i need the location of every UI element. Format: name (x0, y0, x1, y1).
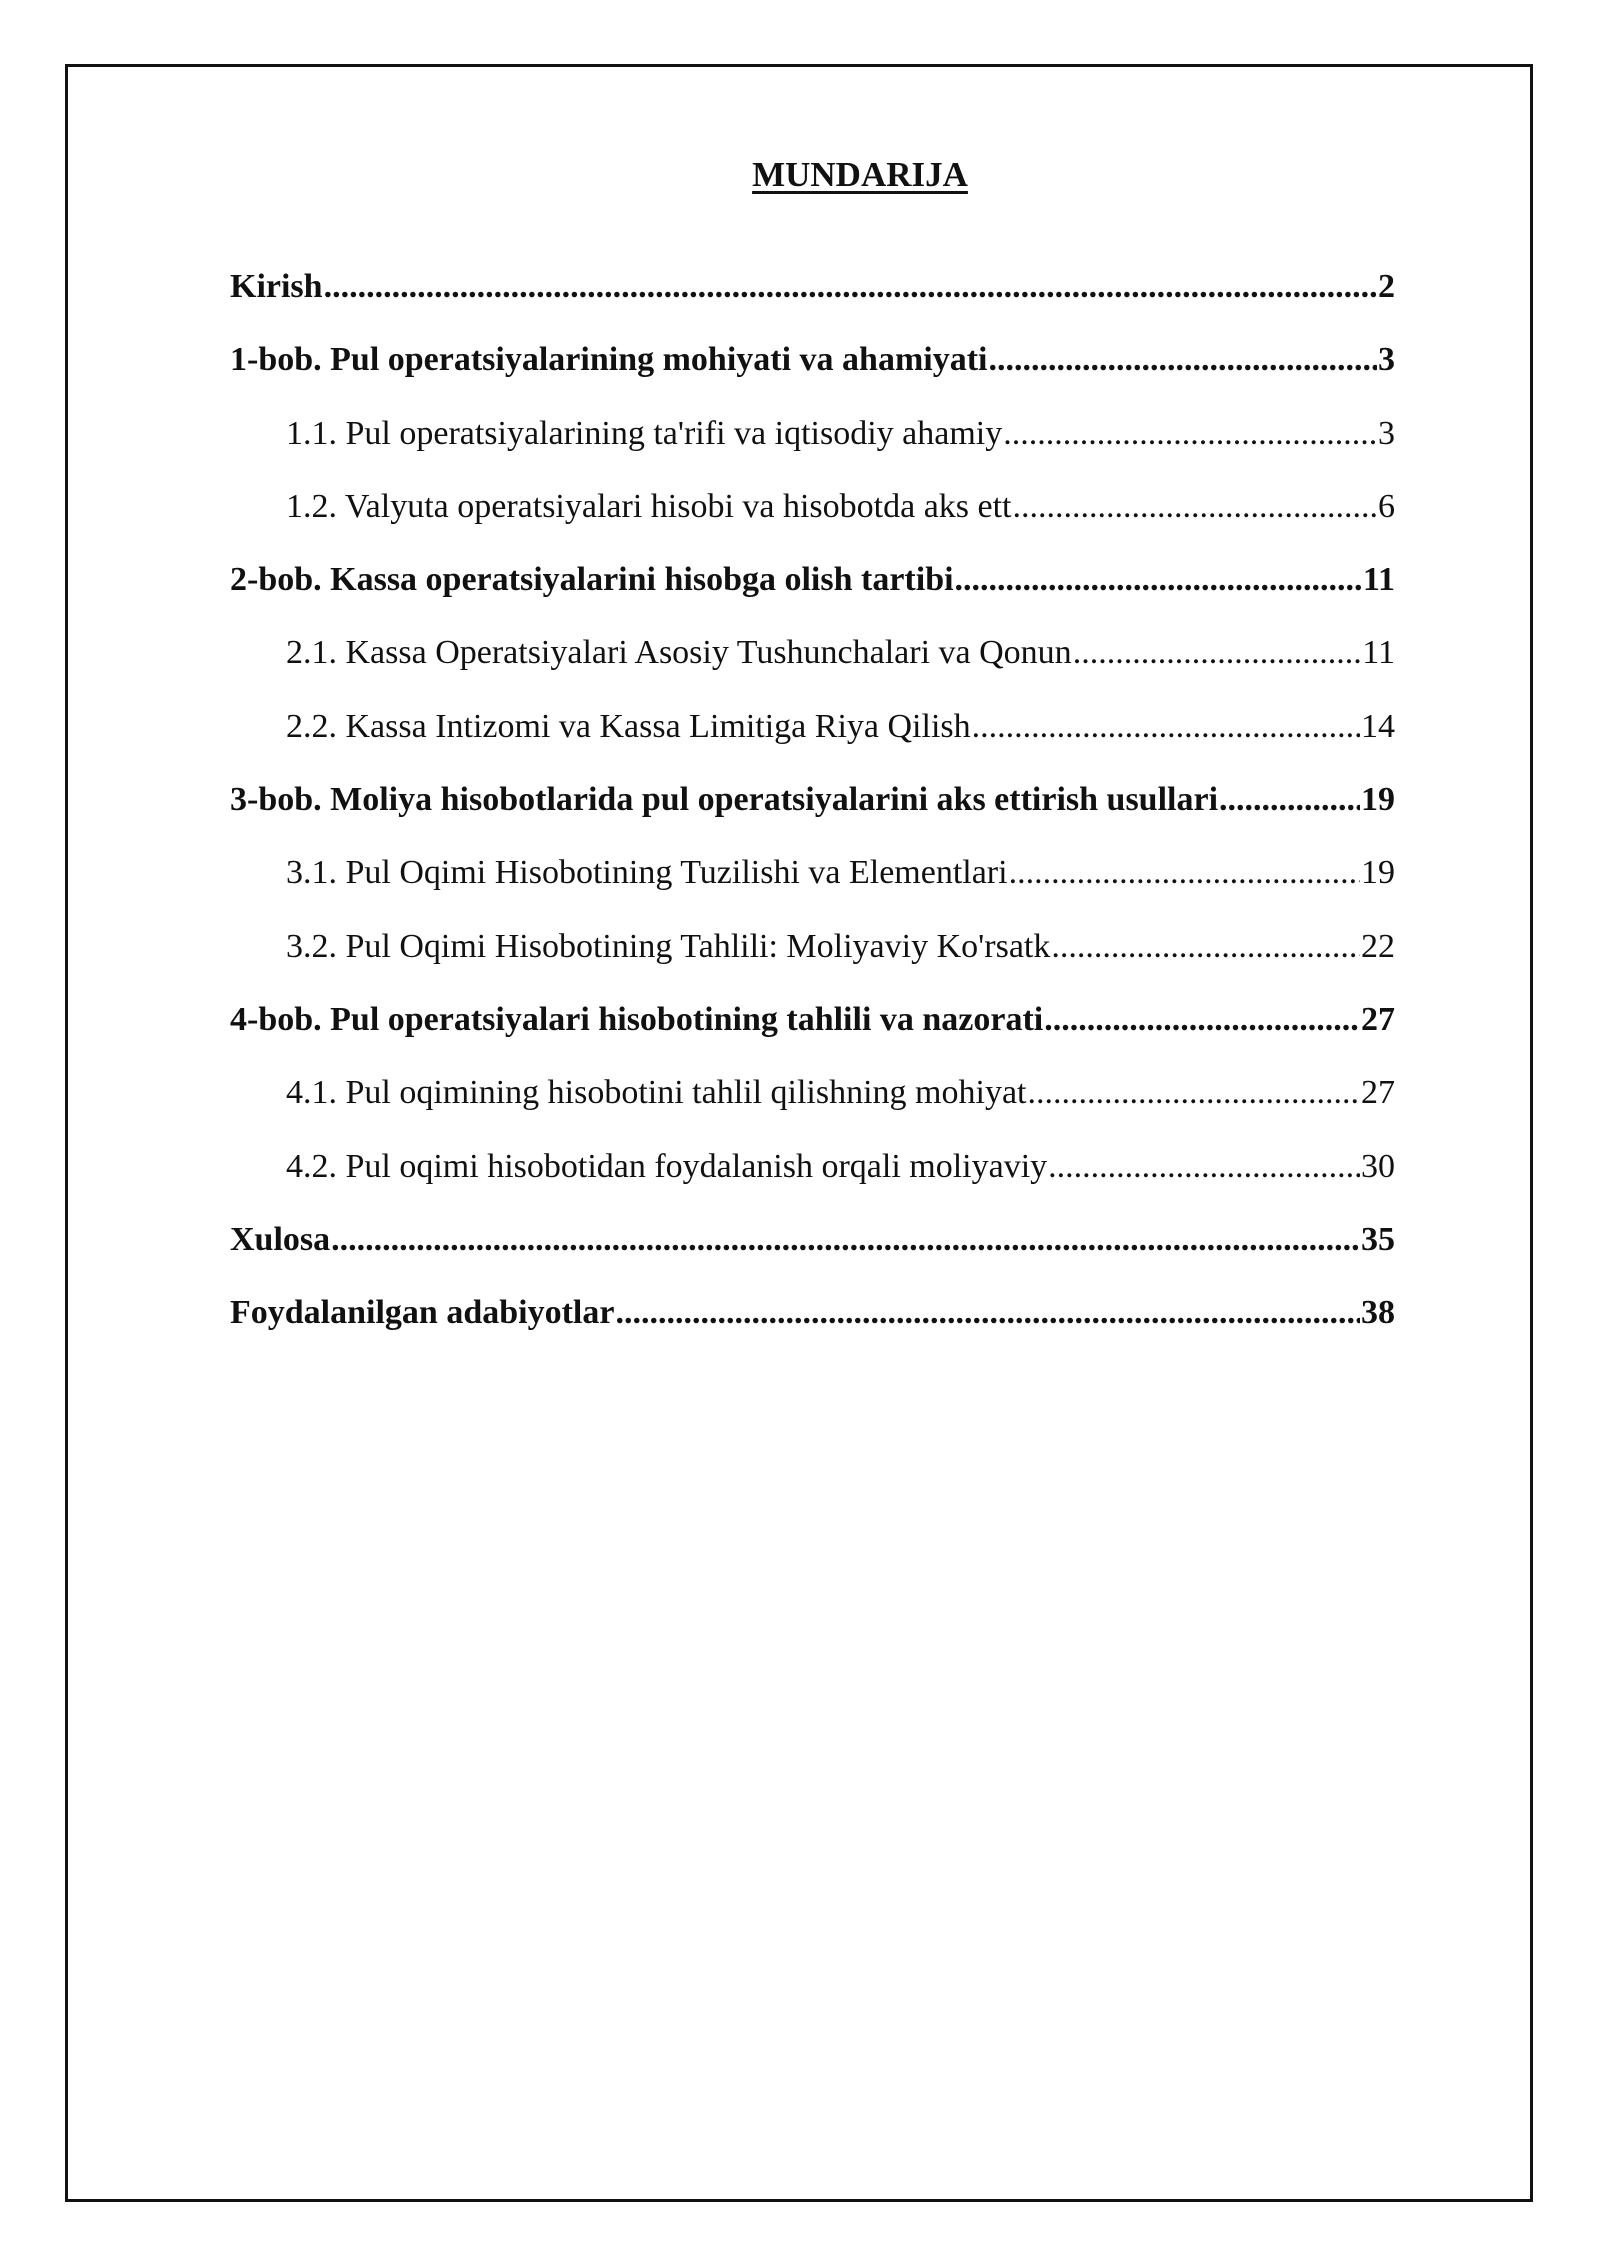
toc-dot-leader (1073, 634, 1362, 672)
toc-page-number: 27 (1361, 1074, 1395, 1112)
toc-entry-title: 3.1. Pul Oqimi Hisobotining Tuzilishi va Elementlari (286, 854, 1008, 892)
toc-dot-leader (972, 708, 1360, 746)
toc-entry-title: 1.1. Pul operatsiyalarining ta'rifi va iqtisodiy ahamiy (286, 414, 1003, 452)
toc-entry-title: 3.2. Pul Oqimi Hisobotining Tahlili: Moliyaviy Ko'rsatk (286, 927, 1051, 965)
toc-entry-title: 1.2. Valyuta operatsiyalari hisobi va hisobotda aks ett (286, 487, 1012, 525)
toc-dot-leader (989, 341, 1378, 379)
toc-section-entry[interactable] (230, 488, 1395, 561)
toc-page-number: 38 (1361, 1294, 1395, 1332)
toc-entry-title: 4.1. Pul oqimining hisobotini tahlil qilishning mohiyat (286, 1074, 1027, 1112)
toc-entry-title: Foydalanilgan adabiyotlar (230, 1294, 615, 1332)
document-title: MUNDARIJA (752, 155, 968, 194)
toc-page-number: 11 (1362, 561, 1395, 599)
toc-page-number: 19 (1361, 854, 1395, 892)
toc-dot-leader (955, 561, 1362, 599)
toc-page-number: 14 (1361, 707, 1395, 745)
toc-section-entry[interactable] (230, 708, 1395, 781)
toc-entry-title: 4.2. Pul oqimi hisobotidan foydalanish orqali moliyaviy (286, 1147, 1048, 1185)
toc-section-entry[interactable] (230, 415, 1395, 488)
toc-dot-leader (1219, 781, 1360, 819)
toc-dot-leader (1048, 1148, 1360, 1186)
toc-dot-leader (1003, 415, 1377, 453)
toc-section-entry[interactable] (230, 634, 1395, 707)
toc-section-entry[interactable] (230, 1148, 1395, 1221)
toc-page-number: 2 (1378, 268, 1395, 305)
toc-entry-title: 3-bob. Moliya hisobotlarida pul operatsiyalarini aks ettirish usullari (230, 781, 1219, 819)
toc-page-number: 19 (1361, 781, 1395, 819)
toc-chapter-entry[interactable] (230, 1221, 1395, 1294)
toc-dot-leader (324, 268, 1377, 306)
toc-chapter-entry[interactable] (230, 1001, 1395, 1074)
toc-page-number: 27 (1361, 1000, 1395, 1038)
toc-page-number: 3 (1378, 414, 1395, 452)
toc-page-number: 22 (1361, 927, 1395, 965)
toc-page-number: 6 (1378, 487, 1395, 525)
toc-entry-title: 2.1. Kassa Operatsiyalari Asosiy Tushunchalari va Qonun (286, 634, 1072, 672)
table-of-contents (230, 268, 1395, 1367)
toc-page-number: 35 (1361, 1220, 1395, 1258)
toc-section-entry[interactable] (230, 928, 1395, 1001)
toc-section-entry[interactable] (230, 1074, 1395, 1147)
toc-dot-leader (1009, 854, 1360, 892)
toc-chapter-entry[interactable] (230, 1294, 1395, 1367)
toc-entry-title: Kirish (230, 268, 323, 305)
toc-page-number: 30 (1361, 1147, 1395, 1185)
toc-entry-title: 2.2. Kassa Intizomi va Kassa Limitiga Riya Qilish (286, 707, 971, 745)
toc-chapter-entry[interactable] (230, 268, 1395, 341)
toc-chapter-entry[interactable] (230, 561, 1395, 634)
toc-chapter-entry[interactable] (230, 341, 1395, 414)
toc-dot-leader (615, 1294, 1360, 1332)
toc-page-number: 11 (1362, 634, 1395, 672)
toc-dot-leader (331, 1221, 1360, 1259)
toc-entry-title: 4-bob. Pul operatsiyalari hisobotining tahlili va nazorati (230, 1000, 1044, 1038)
toc-dot-leader (1051, 928, 1360, 966)
toc-entry-title: Xulosa (230, 1220, 331, 1258)
toc-dot-leader (1013, 488, 1377, 526)
toc-page-number: 3 (1378, 341, 1395, 379)
toc-dot-leader (1027, 1074, 1360, 1112)
toc-section-entry[interactable] (230, 854, 1395, 927)
toc-entry-title: 1-bob. Pul operatsiyalarining mohiyati va ahamiyati (230, 341, 988, 379)
toc-entry-title: 2-bob. Kassa operatsiyalarini hisobga olish tartibi (230, 561, 954, 599)
toc-chapter-entry[interactable] (230, 781, 1395, 854)
toc-dot-leader (1044, 1001, 1360, 1039)
